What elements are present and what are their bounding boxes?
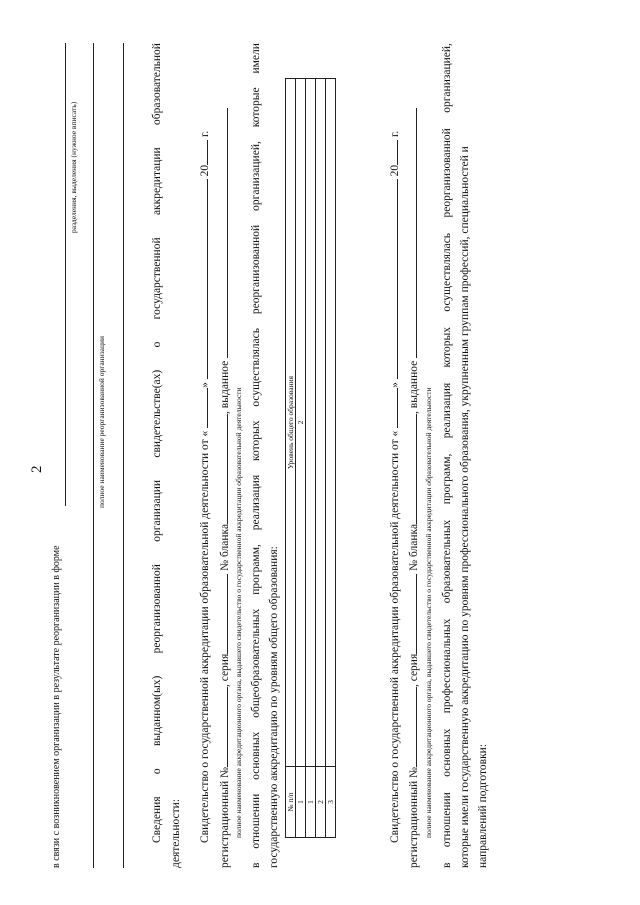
table-cell-empty[interactable] bbox=[316, 79, 326, 767]
cert2-day-field[interactable] bbox=[388, 388, 398, 428]
cert2-year-field[interactable] bbox=[388, 140, 398, 165]
intro-line: в связи с возникновением организации в результате реорганизации в форме bbox=[51, 545, 62, 868]
cert2-reg-field[interactable] bbox=[407, 687, 417, 767]
cert2-line2: регистрационный №, серия № бланка, выданное bbox=[407, 108, 421, 868]
cert1-month-field[interactable] bbox=[198, 179, 208, 379]
table-cell-empty[interactable] bbox=[326, 79, 336, 767]
table-cell: 1 bbox=[296, 767, 306, 838]
cert1-day-field[interactable] bbox=[198, 388, 208, 428]
cert1-caption: полное наименование аккредитационного органа, выдавшего свидетельство о государственной аккредитации образовательной деятельности bbox=[234, 387, 243, 838]
table-header-num: № п/п bbox=[286, 767, 296, 838]
gen-edu-line1: в отношении основных общеобразовательных программ, реализация которых осуществлялась реорганизованной организацией, которые имели bbox=[250, 43, 262, 868]
cert1-year-field[interactable] bbox=[198, 140, 208, 165]
cert2-form-field[interactable] bbox=[407, 414, 417, 524]
info-heading: Сведения о выданном(ых) реорганизованной организации свидетельстве(ах) о государственной аккредитации образовательной bbox=[151, 43, 163, 843]
org-name-rule-2 bbox=[123, 43, 124, 868]
prof-line2: которые имели государственную аккредитацию по уровням профессионального образования, укрупненным группам профессий, специальностей и bbox=[459, 146, 471, 868]
rotated-content bbox=[29, 43, 525, 868]
table-cell: 2 bbox=[316, 767, 326, 838]
cert2-caption: полное наименование аккредитационного органа, выдавшего свидетельство о государственной аккредитации образовательной деятельности bbox=[424, 387, 433, 838]
table-cell: 1 bbox=[306, 767, 316, 838]
cert1-issued-field[interactable] bbox=[218, 108, 228, 358]
cert1-line2: регистрационный №, серия № бланка, выданное bbox=[218, 108, 232, 868]
prof-line1: в отношении основных профессиональных образовательных программ, реализация которых осуществлялась реорганизованной организацией, bbox=[441, 43, 453, 868]
prof-line3: направлений подготовки: bbox=[477, 743, 489, 868]
table-cell: 3 bbox=[326, 767, 336, 838]
org-name-rule bbox=[93, 43, 94, 868]
table-header-level: Уровень общего образования bbox=[286, 79, 296, 767]
cert2-issued-field[interactable] bbox=[407, 108, 417, 358]
form-caption: разделения, выделения (нужное вписать) bbox=[69, 101, 78, 233]
table-cell-empty[interactable] bbox=[306, 79, 316, 767]
cert2-series-field[interactable] bbox=[407, 574, 417, 654]
cert1-series-field[interactable] bbox=[218, 574, 228, 654]
cert2-line: Свидетельство о государственной аккредитации образовательной деятельности от « » 20 г. bbox=[389, 130, 401, 843]
gen-edu-line2: государственную аккредитацию по уровням общего образования: bbox=[268, 546, 280, 868]
info-heading-end: деятельности: bbox=[170, 798, 182, 868]
edu-level-table bbox=[285, 78, 336, 838]
cert1-reg-field[interactable] bbox=[218, 687, 228, 767]
cert2-month-field[interactable] bbox=[388, 179, 398, 379]
cert1-line: Свидетельство о государственной аккредитации образовательной деятельности от « » 20 г. bbox=[199, 130, 211, 843]
org-name-caption: полное наименование реорганизованной организации bbox=[97, 335, 106, 508]
cert1-form-field[interactable] bbox=[218, 414, 228, 524]
form-rule bbox=[65, 43, 66, 506]
page-number: 2 bbox=[29, 465, 45, 473]
table-cell: 2 bbox=[296, 79, 306, 767]
